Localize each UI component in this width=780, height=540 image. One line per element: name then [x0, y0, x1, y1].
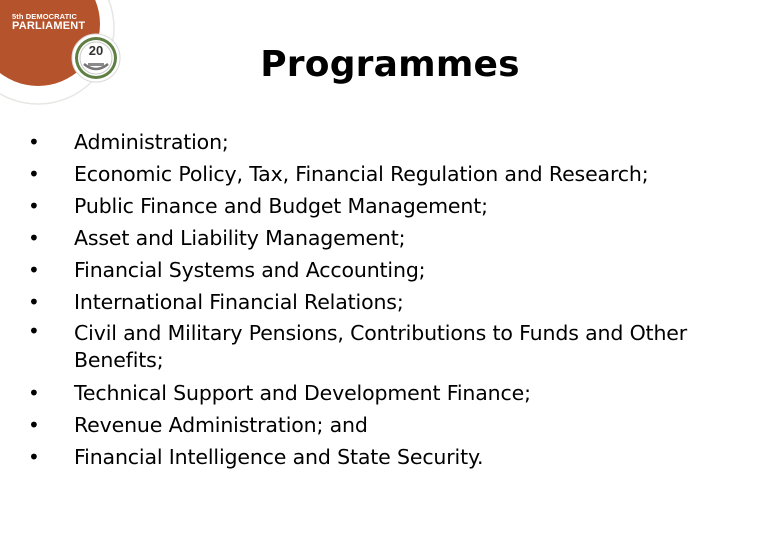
logo-line-1: 5th DEMOCRATIC — [12, 12, 78, 21]
programme-label: Financial Intelligence and State Security. — [74, 445, 484, 469]
bullet-icon: • — [28, 194, 40, 218]
programme-item — [28, 377, 768, 409]
bullet-icon: • — [28, 258, 40, 282]
programme-item — [28, 190, 768, 222]
slide-title: Programmes — [260, 44, 520, 85]
programme-label: Revenue Administration; and — [74, 413, 368, 437]
programme-item — [28, 409, 768, 441]
bullet-icon: • — [28, 130, 40, 154]
programme-item — [28, 318, 714, 377]
programme-label: Public Finance and Budget Management; — [74, 194, 488, 218]
programme-item — [28, 286, 768, 318]
programme-item — [28, 441, 768, 473]
programme-label: Civil and Military Pensions, Contributions to Funds and Other Benefits; — [74, 321, 688, 372]
programme-label: Asset and Liability Management; — [74, 226, 406, 250]
programme-item — [28, 158, 768, 190]
logo-line-2: PARLIAMENT — [12, 19, 86, 32]
bullet-icon: • — [28, 445, 40, 469]
programme-label: Economic Policy, Tax, Financial Regulation and Research; — [74, 162, 649, 186]
programme-item — [28, 222, 768, 254]
logo-text — [12, 13, 85, 32]
bullet-icon: • — [28, 290, 40, 314]
bullet-icon: • — [28, 381, 40, 405]
bullet-icon: • — [28, 319, 40, 343]
programme-label: International Financial Relations; — [74, 290, 404, 314]
bullet-icon: • — [28, 413, 40, 437]
programme-label: Administration; — [74, 130, 229, 154]
bullet-icon: • — [28, 162, 40, 186]
badge-number: 20 — [88, 43, 104, 58]
programme-label: Financial Systems and Accounting; — [74, 258, 426, 282]
programme-label: Technical Support and Development Finance; — [74, 381, 531, 405]
bullet-icon: • — [28, 226, 40, 250]
programme-list — [28, 126, 768, 473]
programme-item — [28, 126, 768, 158]
programme-item — [28, 254, 768, 286]
